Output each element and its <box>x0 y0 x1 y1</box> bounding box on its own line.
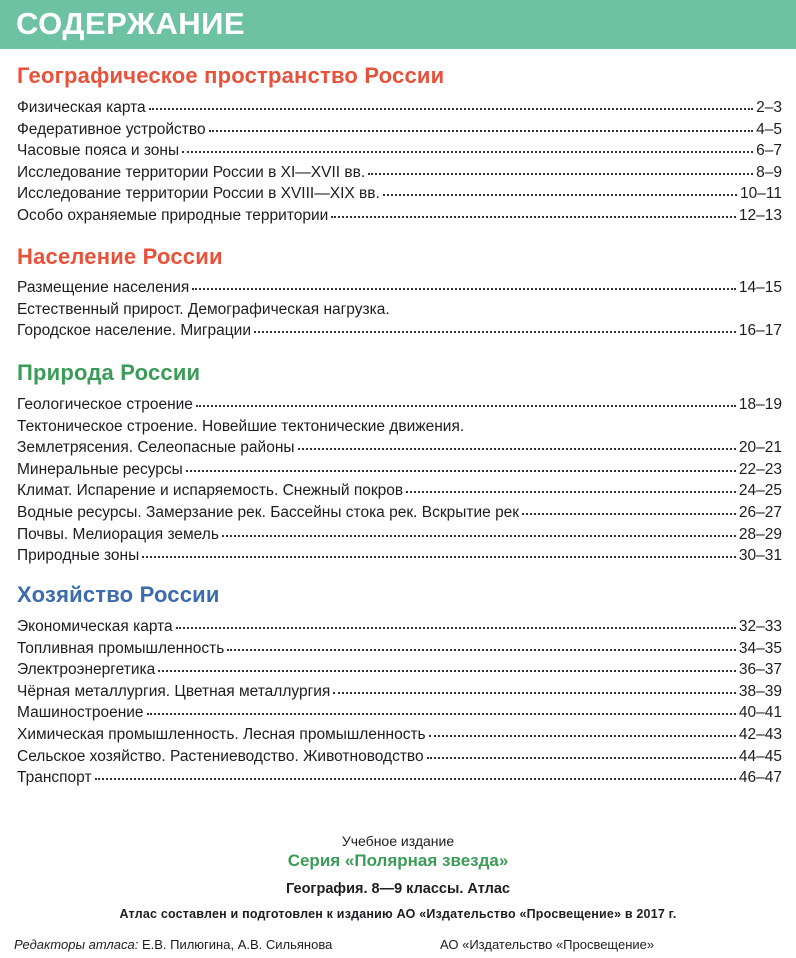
toc-entry[interactable] <box>17 140 782 162</box>
entry-title: Физическая карта <box>17 99 146 116</box>
entry-pages: 44–45 <box>738 747 782 765</box>
entry-pages: 36–37 <box>738 661 782 679</box>
toc-entry[interactable] <box>17 767 782 789</box>
toc-entry[interactable] <box>17 119 782 141</box>
toc-entry[interactable] <box>17 394 782 416</box>
dot-leader <box>331 204 736 218</box>
entry-title: Экономическая карта <box>17 618 173 635</box>
dot-leader <box>227 637 736 651</box>
toc-entry[interactable] <box>17 205 782 227</box>
toc-entry[interactable] <box>17 320 782 342</box>
toc-entry[interactable] <box>17 183 782 205</box>
section-title-geographic-space: Географическое пространство России <box>17 63 445 88</box>
dot-leader <box>522 501 736 515</box>
dot-leader <box>298 436 736 450</box>
book-title: География. 8—9 классы. Атлас <box>286 881 510 897</box>
entry-pages: 46–47 <box>738 769 782 787</box>
toc-entry[interactable] <box>17 638 782 660</box>
section-title-nature: Природа России <box>17 360 201 385</box>
entry-title: Размещение населения <box>17 279 190 296</box>
entry-pages: 20–21 <box>738 439 782 457</box>
toc-entry[interactable] <box>17 659 782 681</box>
entry-pages: 22–23 <box>738 460 782 478</box>
dot-leader <box>186 458 736 472</box>
entry-title: Землетрясения. Селеопасные районы <box>17 439 295 457</box>
entry-title: Климат. Испарение и испаряемость. Снежный покров <box>17 482 404 500</box>
toc-entry[interactable] <box>17 437 782 459</box>
entry-pages: 34–35 <box>738 639 782 657</box>
dot-leader <box>142 544 736 558</box>
toc-entry[interactable] <box>17 724 782 746</box>
entry-title: Топливная промышленность <box>17 639 225 657</box>
section-title-economy: Хозяйство России <box>17 582 220 607</box>
entry-title: Почвы. Мелиорация земель <box>17 525 219 543</box>
entry-title: Чёрная металлургия. Цветная металлургия <box>17 682 331 700</box>
toc-entry[interactable] <box>17 545 782 567</box>
entry-title: Особо охраняемые природные территории <box>17 206 329 224</box>
entry-title: Химическая промышленность. Лесная промышленность <box>17 725 426 743</box>
series-title: Серия «Полярная звезда» <box>287 851 509 870</box>
editors-label: Редакторы атласа: <box>14 937 139 952</box>
entry-pages: 14–15 <box>738 279 782 296</box>
entry-title: Машиностроение <box>17 704 144 722</box>
entry-pages: 4–5 <box>756 120 782 138</box>
entry-pages: 40–41 <box>738 704 782 722</box>
dot-leader <box>176 615 736 629</box>
section-title-population: Население России <box>17 244 223 269</box>
entry-title: Федеративное устройство <box>17 120 206 138</box>
section-list-economy <box>17 616 782 789</box>
dot-leader <box>368 161 753 175</box>
entry-pages: 38–39 <box>738 682 782 700</box>
entry-title: Исследование территории России в XVIII—XIX вв. <box>17 185 380 203</box>
entry-pages: 28–29 <box>738 525 782 543</box>
toc-entry[interactable] <box>17 97 782 119</box>
entry-title: Водные ресурсы. Замерзание рек. Бассейны стока рек. Вскрытие рек <box>17 503 520 521</box>
section-list-population <box>17 277 782 342</box>
entry-pages: 18–19 <box>738 396 782 413</box>
dot-leader <box>429 723 736 737</box>
dot-leader <box>192 276 736 290</box>
toc-entry[interactable] <box>17 746 782 768</box>
toc-entry[interactable] <box>17 681 782 703</box>
entry-title: Электроэнергетика <box>17 661 156 679</box>
entry-title: Тектоническое строение. Новейшие тектонические движения. <box>17 417 465 435</box>
entry-pages: 16–17 <box>738 322 782 340</box>
entry-title: Геологическое строение <box>17 396 193 413</box>
publisher-line: АО «Издательство «Просвещение» <box>440 937 655 952</box>
edition-label: Учебное издание <box>341 833 455 849</box>
dot-leader <box>406 479 736 493</box>
toc-entry[interactable] <box>17 524 782 546</box>
entry-title: Городское население. Миграции <box>17 322 251 340</box>
entry-pages: 6–7 <box>756 142 782 160</box>
entry-pages: 10–11 <box>740 185 782 203</box>
dot-leader <box>147 701 736 715</box>
entry-pages: 2–3 <box>756 99 782 116</box>
dot-leader <box>333 680 736 694</box>
toc-entry[interactable] <box>17 299 782 321</box>
entry-title: Природные зоны <box>17 547 140 565</box>
entry-title: Сельское хозяйство. Растениеводство. Животноводство <box>17 747 424 765</box>
section-list-nature <box>17 394 782 567</box>
entry-pages: 42–43 <box>738 725 782 743</box>
dot-leader <box>209 118 754 132</box>
dot-leader <box>222 523 736 537</box>
dot-leader <box>95 766 736 780</box>
entry-title: Минеральные ресурсы <box>17 460 183 478</box>
entry-title: Естественный прирост. Демографическая нагрузка. <box>17 300 390 318</box>
entry-pages: 8–9 <box>756 163 782 181</box>
dot-leader <box>196 393 736 407</box>
entry-pages: 24–25 <box>738 482 782 500</box>
toc-entry[interactable] <box>17 277 782 299</box>
dot-leader <box>383 182 737 196</box>
toc-entry[interactable] <box>17 459 782 481</box>
dot-leader <box>427 745 736 759</box>
header-bar <box>0 0 796 49</box>
toc-entry[interactable] <box>17 480 782 502</box>
prepared-note: Атлас составлен и подготовлен к изданию АО «Издательство «Просвещение» в 2017 г. <box>119 907 677 921</box>
toc-entry[interactable] <box>17 502 782 524</box>
dot-leader <box>182 139 753 153</box>
entry-title: Исследование территории России в XI—XVII вв. <box>17 163 366 181</box>
dot-leader <box>149 96 753 110</box>
toc-entry[interactable] <box>17 162 782 184</box>
entry-pages: 26–27 <box>738 503 782 521</box>
section-list-geographic-space <box>17 97 782 227</box>
page-title: СОДЕРЖАНИЕ <box>16 6 246 41</box>
toc-entry[interactable] <box>17 416 782 438</box>
dot-leader <box>254 319 736 333</box>
toc-entry[interactable] <box>17 702 782 724</box>
editors-line <box>14 937 332 952</box>
toc-entry[interactable] <box>17 616 782 638</box>
entry-title: Часовые пояса и зоны <box>17 142 180 160</box>
entry-pages: 30–31 <box>738 547 782 565</box>
dot-leader <box>158 658 736 672</box>
editors-names: Е.В. Пилюгина, А.В. Сильянова <box>141 937 333 952</box>
entry-pages: 32–33 <box>738 618 782 635</box>
entry-title: Транспорт <box>17 769 92 787</box>
entry-pages: 12–13 <box>738 206 782 224</box>
